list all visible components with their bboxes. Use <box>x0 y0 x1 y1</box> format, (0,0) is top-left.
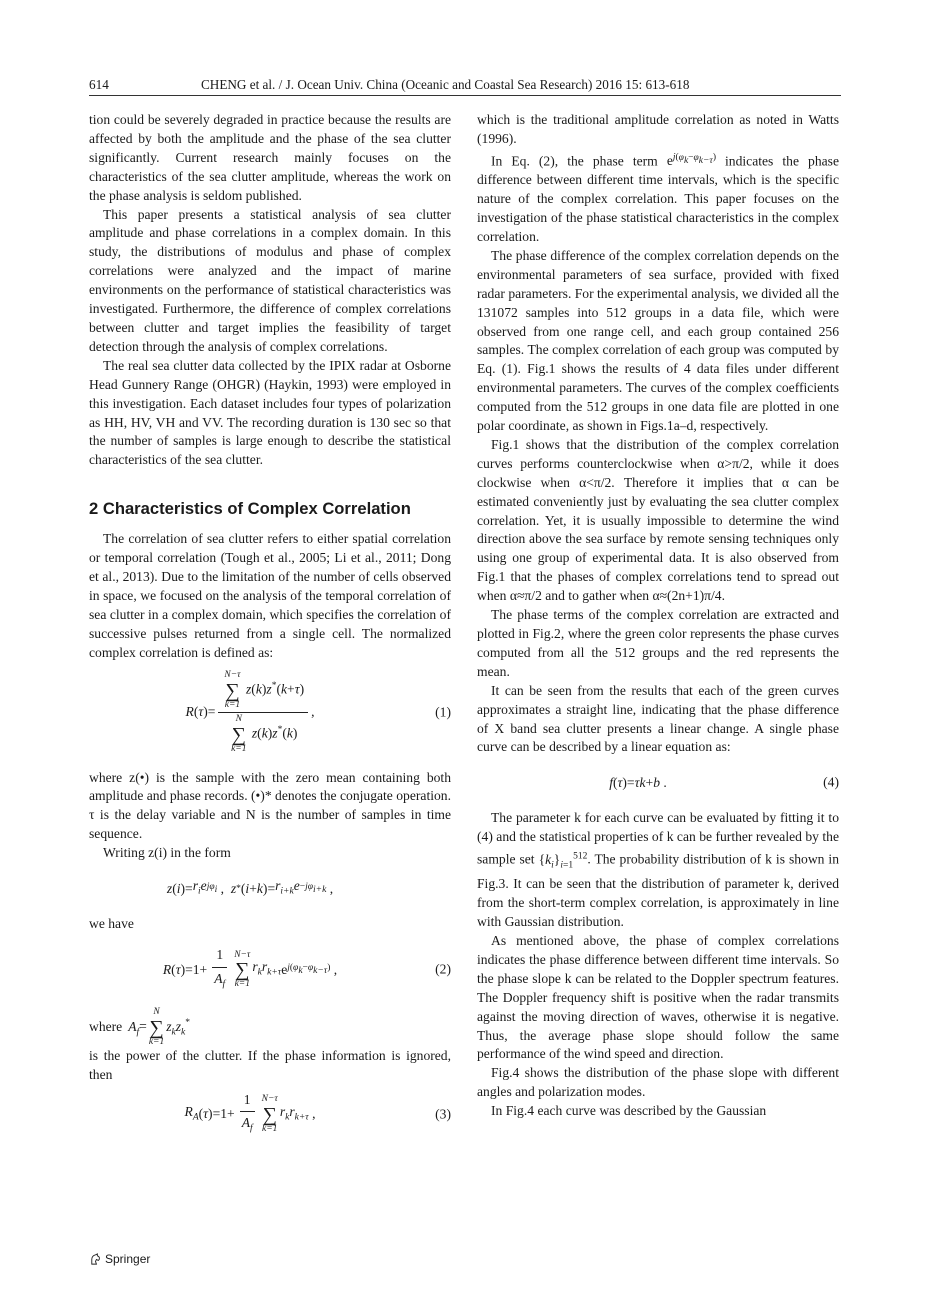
publisher-name: Springer <box>105 1252 151 1266</box>
paragraph: The phase terms of the complex correlation are extracted and plotted in Fig.2, where the green color represents the phase curves computed from all the 512 groups and the red represents the mean. <box>477 607 839 679</box>
right-column <box>477 111 839 1121</box>
paragraph <box>477 809 839 932</box>
paragraph: The correlation of sea clutter refers to either spatial correlation or temporal correlation (Tough et al., 2005; Li et al., 2011; Dong et al., 2013). Due to the limitation of the number of cells observed in space, we focused on the analysis of the temporal correlation of sea clutter in a complex domain, which specifies the correlation of successive pulses returned from a single cell. The normalized complex correlation is defined as: <box>89 531 451 660</box>
equation-3: $R_A$ ( τ )=1+ $\frac{1}{A_f}$ N−τ ∑ k=1 $r_kr_{k+\tau}$ , (3) <box>184 1091 451 1135</box>
equation-4: f ( τ )= τk + b . (4) <box>477 757 839 809</box>
paragraph: The phase difference of the complex correlation depends on the environmental parameters of sea surface, provided with fixed radar parameters. For the experimental analysis, we divided all the 131072 samples into 512 groups in a data file, which were observed from one range cell, and each group contained 256 samples. The complex correlation of each group was computed by Eq. (1). Fig.1 shows the results of 4 data files under different environmental parameters. The curves of the complex coefficients computed from the 512 groups in one data file are plotted in one polar coordinate, as shown in Figs.1a–d, respectively. <box>477 247 839 434</box>
page-header <box>89 76 841 94</box>
power-formula: $A_f=$ N ∑ k=1 $z_kz_k^*$ <box>128 1007 191 1047</box>
equation-1: R ( τ )= N−τ ∑ k=1 z(k)z*(k+τ) N ∑ k=1 z(k)z*(k) , (1) <box>185 670 451 754</box>
paragraph: It can be seen from the results that each of the green curves approximates a straight line, indicating that the phase difference of X band sea clutter presents a linear change. A single phase curve can be described by a linear equation as: <box>477 682 839 755</box>
paragraph: where z(•) is the sample with the zero mean containing both amplitude and phase records. (•)* denotes the conjugate operation. τ is the delay variable and N is the number of samples in time sequence. <box>89 769 451 842</box>
running-title: CHENG et al. / J. Ocean Univ. China (Oceanic and Coastal Sea Research) 2016 15: 613-618 <box>201 77 690 92</box>
paragraph: which is the traditional amplitude correlation as noted in Watts (1996). <box>477 112 839 146</box>
paragraph: Fig.4 shows the distribution of the phase slope with different angles and polarization modes. <box>477 1065 839 1100</box>
paragraph: In Fig.4 each curve was described by the Gaussian <box>491 1103 767 1119</box>
page-footer <box>89 1250 150 1268</box>
text-fragment: . The probability distribution of k is shown in Fig.3. It can be seen that the distribution of parameter k, derived from the short-term complex correlation, is approximately in line with Gaussian distribution. <box>477 851 839 930</box>
equation-polar-form: z ( i )= $r_ie$ $j\varphi_i$ , z * ( i + k )= $r_{i+k}e$ $-j\varphi_{i+k}$ , <box>166 877 334 897</box>
text-fragment: The parameter k for each curve can be evaluated by fitting it to (4) and the statistical properties of k can be further revealed by the sample set <box>477 810 839 867</box>
equation-number: (4) <box>823 774 839 790</box>
equation-number: (2) <box>435 961 451 977</box>
phase-term: $e^{j(\varphi_k-\varphi_{k-\tau})}$ <box>666 152 716 169</box>
left-column <box>89 111 451 1145</box>
equation-number: (3) <box>435 1106 451 1122</box>
page-number: 614 <box>89 77 109 92</box>
paragraph: tion could be severely degraded in practice because the results are affected by both the amplitude and the phase of the sea clutter significantly. Current research mainly focuses on the characteristics of the sea clutter amplitude, whereas the work on the phase analysis is seldom published. <box>89 112 451 203</box>
section-heading: 2 Characteristics of Complex Correlation <box>89 499 411 519</box>
text-fragment: In Eq. (2), the phase term <box>491 153 658 169</box>
text-fragment: where <box>89 1019 123 1035</box>
header-rule <box>89 95 841 96</box>
paragraph: Fig.1 shows that the distribution of the complex correlation curves performs counterclockwise when α>π/2, while it does clockwise when α<π/2. Therefore it implies that α can be estimated conveniently just by evaluating the sea clutter complex correlation. Yet, it is usually impossible to determine the wind direction above the sea surface by remote sensing techniques only using one group of experimental data. It is also observed from Fig.1 that the phases of complex correlations tend to spread out when α≈π/2 and to gather when α≈(2n+1)π/4. <box>477 436 839 604</box>
paragraph: we have <box>89 916 134 932</box>
paragraph: The real sea clutter data collected by the IPIX radar at Osborne Head Gunnery Range (OHGR) (Haykin, 1993) were employed in this investigation. Each dataset includes four types of polarization as HH, HV, VH and VV. The recording duration is 130 sec so that the number of samples is large enough to describe the statistical characteristics of the sea clutter. <box>89 357 451 468</box>
springer-horse-icon <box>89 1253 102 1266</box>
paragraph: As mentioned above, the phase of complex correlations indicates the phase difference between different time intervals. So the phase slope k can be related to the Doppler spectrum features. The Doppler frequency shift is positive when the radar transmits against the moving direction of waves, otherwise it is negative. Thus, the average phase slope should follow the same performance of the wind speed and direction. <box>477 933 839 1062</box>
paragraph <box>477 149 839 247</box>
equation-number: (1) <box>435 704 451 720</box>
sample-set: $\{k_i\}_{i=1}^{512}$ <box>538 851 588 871</box>
equation-2: R ( τ )=1+ $\frac{1}{A_f}$ N−τ ∑ k=1 $r_kr_{k+\tau}$ e $j(\varphi_k-\varphi_{k-\tau})$ , (2) <box>162 946 451 990</box>
paragraph: is the power of the clutter. If the phase information is ignored, then <box>89 1048 451 1082</box>
paragraph: Writing z(i) in the form <box>103 845 231 861</box>
paragraph: This paper presents a statistical analysis of sea clutter amplitude and phase correlations in a complex domain. In this study, the distributions of modulus and phase of complex correlations were analyzed and the impact of marine environments on the performance of statistical characteristics was investigated. Furthermore, the difference of complex correlations between clutter and target implies the feasibility of target detection through the analysis of complex correlations. <box>89 206 451 354</box>
text-fragment: indicates the phase difference between different time intervals, which is the specific nature of the complex correlation. This paper focuses on the investigation of the phase statistical characteristics in the complex correlation. <box>477 153 839 244</box>
power-definition <box>89 1008 451 1047</box>
